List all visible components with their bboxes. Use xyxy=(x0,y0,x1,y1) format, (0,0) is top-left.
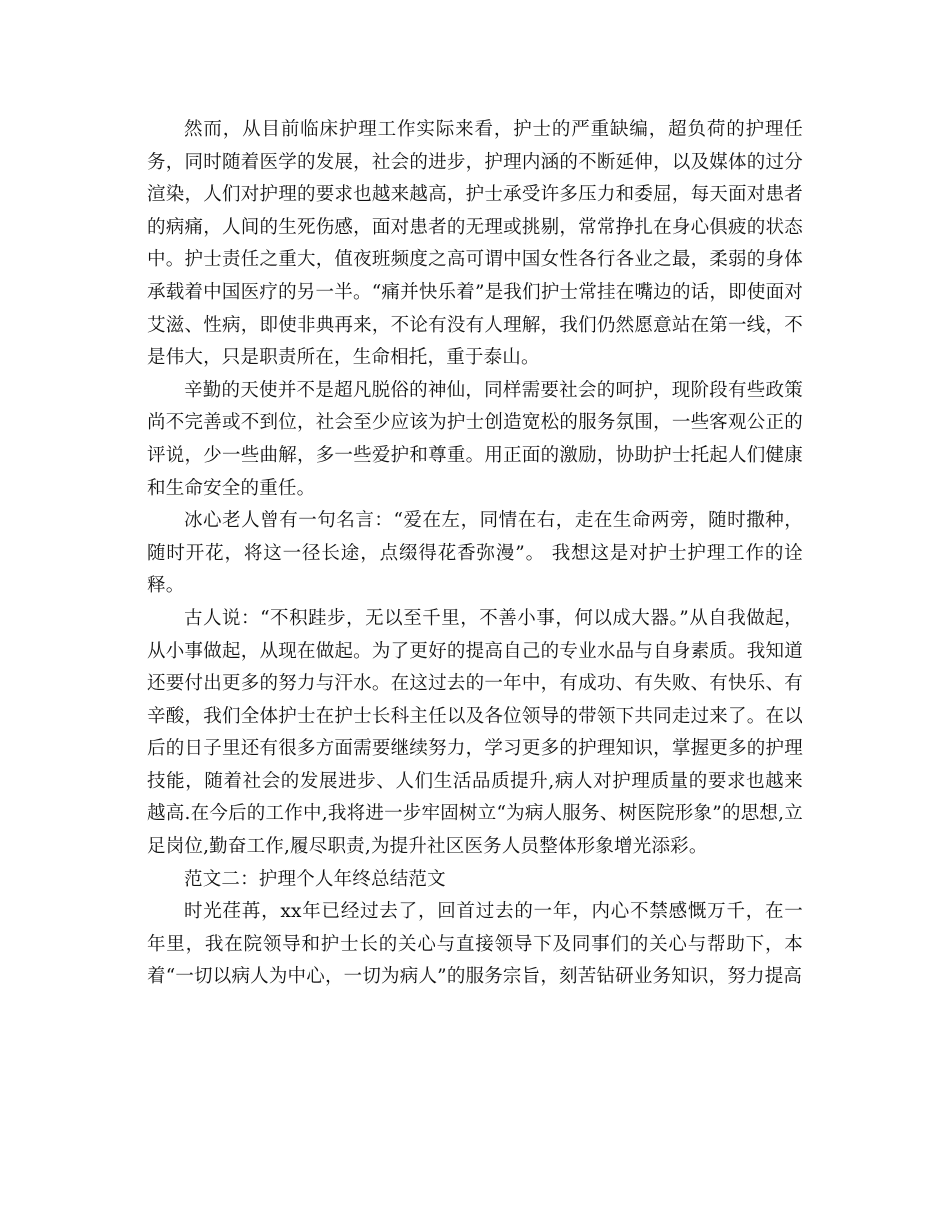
section-heading-sample-two: 范文二：护理个人年终总结范文 xyxy=(184,868,446,890)
paragraph-year-review: 时光荏苒，xx年已经过去了，回首过去的一年，内心不禁感慨万千，在一年里，我在院领导和护士长的关心与直接领导下及同事们的关心与帮助下，本着“一切以病人为中心，一切为病人”的服务宗旨，刻苦钻研业务知识，努力提高 xyxy=(147,901,803,988)
paragraph-ancient-saying: 古人说：“不积跬步，无以至千里，不善小事，何以成大器。”从自我做起，从小事做起，从现在做起。为了更好的提高自己的专业水品与自身素质。我知道还要付出更多的努力与汗水。在这过去的一年中，有成功、有失败、有快乐、有辛酸，我们全体护士在护士长科主任以及各位领导的带领下共同走过来了。在以后的日子里还有很多方面需要继续努力，学习更多的护理知识，掌握更多的护理技能，随着社会的发展进步、人们生活品质提升,病人对护理质量的要求也越来越高.在今后的工作中,我将进一步牢固树立“为病人服务、树医院形象”的思想,立足岗位,勤奋工作,履尽职责,为提升社区医务人员整体形象增光添彩。 xyxy=(147,607,803,858)
paragraph-society-care: 辛勤的天使并不是超凡脱俗的神仙，同样需要社会的呵护，现阶段有些政策尚不完善或不到位，社会至少应该为护士创造宽松的服务氛围，一些客观公正的评说，少一些曲解，多一些爱护和尊重。用正面的激励，协助护士托起人们健康和生命安全的重任。 xyxy=(147,379,803,499)
paragraph-nursing-pressure: 然而，从目前临床护理工作实际来看，护士的严重缺编，超负荷的护理任务，同时随着医学的发展，社会的进步，护理内涵的不断延伸，以及媒体的过分渲染，人们对护理的要求也越来越高，护士承受许多压力和委屈，每天面对患者的病痛，人间的生死伤感，面对患者的无理或挑剔，常常挣扎在身心俱疲的状态中。护士责任之重大，值夜班频度之高可谓中国女性各行各业之最，柔弱的身体承载着中国医疗的另一半。“痛并快乐着”是我们护士常挂在嘴边的话，即使面对艾滋、性病，即使非典再来，不论有没有人理解，我们仍然愿意站在第一线，不是伟大，只是职责所在，生命相托，重于泰山。 xyxy=(147,119,803,369)
document-body xyxy=(147,114,803,994)
paragraph-bingxin-quote: 冰心老人曾有一句名言：“爱在左，同情在右，走在生命两旁，随时撒种，随时开花，将这一径长途，点缀得花香弥漫”。 我想这是对护士护理工作的诠释。 xyxy=(147,510,803,597)
